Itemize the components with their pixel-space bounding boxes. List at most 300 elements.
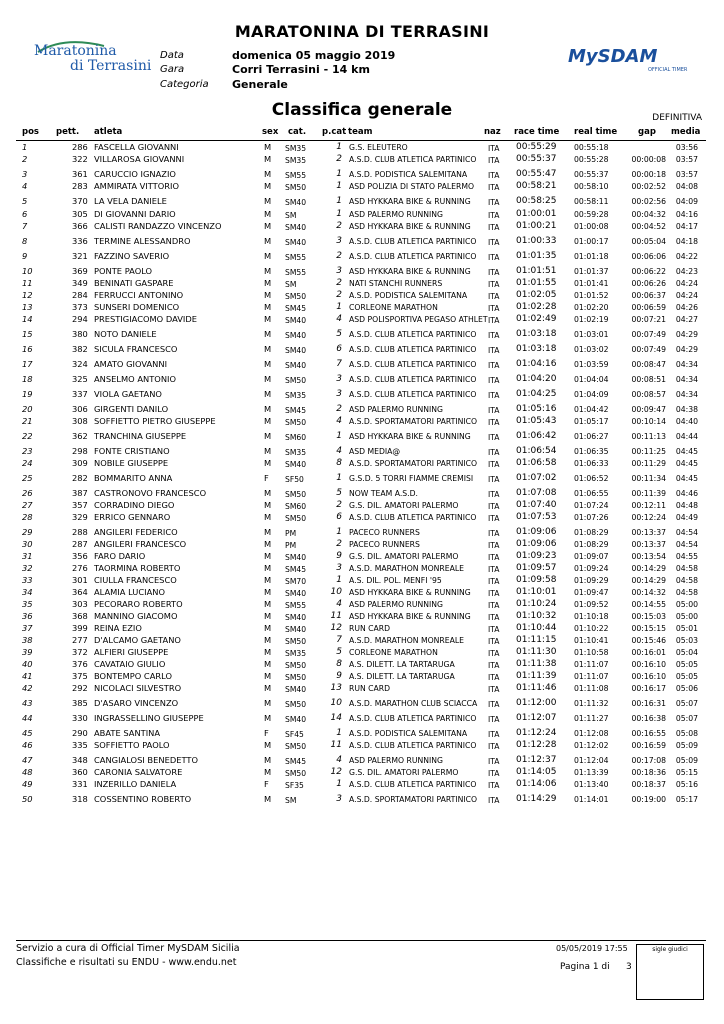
row-category: SM35: [285, 144, 307, 153]
row-category-rank: 5: [336, 647, 342, 657]
row-team: A.S.D. CLUB ATLETICA PARTINICO: [349, 513, 477, 522]
row-gap: 00:11:34: [631, 474, 666, 483]
row-category: SM50: [285, 742, 307, 751]
row-athlete: CORRADINO DIEGO: [94, 500, 175, 510]
row-category: SM40: [285, 361, 307, 370]
row-category-rank: 1: [336, 431, 342, 441]
row-category-rank: 1: [336, 181, 342, 191]
row-sex: M: [264, 404, 272, 414]
row-gap: 00:08:51: [631, 375, 666, 384]
col-team: team: [348, 127, 373, 137]
row-category: SM45: [285, 757, 307, 766]
col-media: media: [671, 127, 701, 137]
row-sex: M: [264, 344, 272, 354]
row-athlete: GIRGENTI DANILO: [94, 404, 169, 414]
row-pace: 04:38: [675, 405, 698, 414]
row-bib: 382: [72, 344, 88, 354]
row-real-time: 01:11:32: [574, 699, 609, 708]
runner-swoosh-icon: [34, 38, 154, 84]
row-real-time: 01:11:08: [574, 684, 609, 693]
row-real-time: 00:58:11: [574, 197, 609, 206]
row-bib: 282: [72, 473, 88, 483]
row-pace: 04:09: [675, 197, 698, 206]
row-real-time: 01:00:17: [574, 237, 609, 246]
row-real-time: 01:11:27: [574, 714, 609, 723]
row-real-time: 01:04:04: [574, 375, 609, 384]
row-category: SM50: [285, 183, 307, 192]
row-race-time: 00:55:47: [516, 169, 557, 179]
row-athlete: PONTE PAOLO: [94, 266, 153, 276]
row-pace: 05:00: [675, 612, 698, 621]
row-race-time: 01:06:42: [516, 431, 557, 441]
row-bib: 349: [72, 278, 88, 288]
row-pos: 6: [22, 209, 28, 219]
row-pos: 34: [22, 587, 33, 597]
row-team: ASD HYKKARA BIKE & RUNNING: [349, 612, 471, 621]
row-category: SM40: [285, 198, 307, 207]
row-race-time: 01:03:18: [516, 329, 557, 339]
row-pace: 04:54: [675, 528, 698, 537]
row-real-time: 01:14:01: [574, 795, 609, 804]
row-team: ASD HYKKARA BIKE & RUNNING: [349, 197, 471, 206]
row-nationality: ITA: [488, 475, 500, 484]
row-team: A.S.D. CLUB ATLETICA PARTINICO: [349, 155, 477, 164]
row-pos: 41: [22, 671, 33, 681]
row-nationality: ITA: [488, 361, 500, 370]
row-sex: M: [264, 209, 272, 219]
row-race-time: 01:02:05: [516, 290, 557, 300]
row-team: RUN CARD: [349, 624, 391, 633]
row-pos: 50: [22, 794, 33, 804]
row-bib: 324: [72, 359, 88, 369]
row-team: NATI STANCHI RUNNERS: [349, 279, 443, 288]
row-category: SM40: [285, 685, 307, 694]
row-gap: 00:11:25: [631, 447, 666, 456]
row-team: A.S.D. CLUB ATLETICA PARTINICO: [349, 714, 477, 723]
row-athlete: SOFFIETTO PIETRO GIUSEPPE: [94, 416, 216, 426]
row-sex: M: [264, 671, 272, 681]
row-category-rank: 1: [336, 575, 342, 585]
row-gap: 00:07:49: [631, 345, 666, 354]
row-team: A.S.D. CLUB ATLETICA PARTINICO: [349, 330, 477, 339]
row-gap: 00:18:36: [631, 768, 666, 777]
row-team: ASD HYKKARA BIKE & RUNNING: [349, 588, 471, 597]
row-sex: M: [264, 181, 272, 191]
row-category-rank: 2: [336, 221, 342, 231]
row-nationality: ITA: [488, 171, 500, 180]
row-pos: 18: [22, 374, 33, 384]
row-category-rank: 1: [336, 169, 342, 179]
row-category: SM40: [285, 238, 307, 247]
row-category-rank: 4: [336, 755, 342, 765]
row-bib: 399: [72, 623, 88, 633]
row-pos: 31: [22, 551, 33, 561]
row-gap: 00:09:47: [631, 405, 666, 414]
row-sex: M: [264, 458, 272, 468]
row-pos: 40: [22, 659, 33, 669]
row-athlete: ERRICO GENNARO: [94, 512, 171, 522]
row-category-rank: 6: [336, 512, 342, 522]
row-bib: 362: [72, 431, 88, 441]
row-category-rank: 12: [330, 767, 342, 777]
col-athlete: atleta: [94, 127, 123, 137]
row-nationality: ITA: [488, 316, 500, 325]
row-athlete: MANNINO GIACOMO: [94, 611, 178, 621]
row-race-time: 01:00:21: [516, 221, 557, 231]
row-athlete: CASTRONOVO FRANCESCO: [94, 488, 207, 498]
row-race-time: 01:11:46: [516, 683, 557, 693]
row-sex: M: [264, 512, 272, 522]
row-race-time: 01:14:06: [516, 779, 557, 789]
row-race-time: 01:09:58: [516, 575, 557, 585]
row-bib: 321: [72, 251, 88, 261]
footer-divider: [16, 940, 706, 941]
row-sex: M: [264, 659, 272, 669]
row-pos: 37: [22, 623, 33, 633]
row-athlete: ABATE SANTINA: [94, 728, 161, 738]
row-real-time: 01:02:20: [574, 303, 609, 312]
row-team: G.S. DIL. AMATORI PALERMO: [349, 501, 459, 510]
row-gap: 00:10:14: [631, 417, 666, 426]
row-sex: M: [264, 563, 272, 573]
row-race-time: 01:09:06: [516, 539, 557, 549]
row-sex: M: [264, 169, 272, 179]
row-real-time: 01:07:24: [574, 501, 609, 510]
row-sex: M: [264, 740, 272, 750]
row-category-rank: 12: [330, 623, 342, 633]
row-category-rank: 4: [336, 314, 342, 324]
row-category-rank: 1: [336, 302, 342, 312]
row-category: SM50: [285, 418, 307, 427]
row-category: SM35: [285, 156, 307, 165]
row-team: PACECO RUNNERS: [349, 540, 420, 549]
row-category: SM50: [285, 637, 307, 646]
row-gap: 00:12:11: [631, 501, 666, 510]
row-pos: 33: [22, 575, 33, 585]
row-team: CORLEONE MARATHON: [349, 648, 438, 657]
row-pace: 05:17: [675, 795, 698, 804]
row-category: SM35: [285, 448, 307, 457]
row-pace: 04:26: [675, 303, 698, 312]
row-athlete: REINA EZIO: [94, 623, 142, 633]
row-bib: 290: [72, 728, 88, 738]
row-sex: F: [264, 728, 269, 738]
row-race-time: 01:06:58: [516, 458, 557, 468]
row-nationality: ITA: [488, 577, 500, 586]
row-category: SM55: [285, 268, 307, 277]
row-nationality: ITA: [488, 673, 500, 682]
row-nationality: ITA: [488, 448, 500, 457]
row-pace: 04:58: [675, 576, 698, 585]
row-nationality: ITA: [488, 292, 500, 301]
row-category-rank: 1: [336, 142, 342, 152]
footer-results-link: Classifiche e risultati su ENDU - www.endu.net: [16, 957, 237, 968]
row-real-time: 01:10:58: [574, 648, 609, 657]
row-pace: 04:34: [675, 360, 698, 369]
row-category: SM35: [285, 391, 307, 400]
row-bib: 284: [72, 290, 88, 300]
row-gap: 00:06:37: [631, 291, 666, 300]
row-real-time: 01:03:01: [574, 330, 609, 339]
meta-label-categoria: Categoria: [160, 79, 209, 90]
row-pace: 04:29: [675, 330, 698, 339]
row-nationality: ITA: [488, 460, 500, 469]
row-real-time: 00:55:28: [574, 155, 609, 164]
row-sex: M: [264, 221, 272, 231]
row-category-rank: 9: [336, 551, 342, 561]
row-athlete: INZERILLO DANIELA: [94, 779, 177, 789]
row-bib: 366: [72, 221, 88, 231]
row-category-rank: 8: [336, 458, 342, 468]
page-total: 3: [626, 962, 632, 972]
row-race-time: 01:04:25: [516, 389, 557, 399]
row-nationality: ITA: [488, 223, 500, 232]
row-category: SM35: [285, 649, 307, 658]
row-category-rank: 14: [330, 713, 342, 723]
row-nationality: ITA: [488, 700, 500, 709]
row-team: A.S. DILETT. LA TARTARUGA: [349, 660, 455, 669]
row-real-time: 01:08:29: [574, 540, 609, 549]
row-category: SM40: [285, 589, 307, 598]
row-race-time: 01:11:15: [516, 635, 557, 645]
row-team: A.S. DILETT. LA TARTARUGA: [349, 672, 455, 681]
row-sex: M: [264, 599, 272, 609]
row-bib: 301: [72, 575, 88, 585]
row-pos: 19: [22, 389, 33, 399]
row-gap: 00:14:29: [631, 564, 666, 573]
row-category-rank: 3: [336, 266, 342, 276]
row-team: NOW TEAM A.S.D.: [349, 489, 418, 498]
row-athlete: TAORMINA ROBERTO: [94, 563, 181, 573]
row-bib: 331: [72, 779, 88, 789]
row-category: PM: [285, 541, 297, 550]
row-category-rank: 1: [336, 527, 342, 537]
row-category: SM55: [285, 171, 307, 180]
row-real-time: 01:06:52: [574, 474, 609, 483]
row-athlete: NOTO DANIELE: [94, 329, 157, 339]
row-real-time: 01:06:55: [574, 489, 609, 498]
row-team: A.S.D. CLUB ATLETICA PARTINICO: [349, 780, 477, 789]
row-team: RUN CARD: [349, 684, 391, 693]
row-gap: 00:15:03: [631, 612, 666, 621]
row-bib: 368: [72, 611, 88, 621]
row-race-time: 01:01:51: [516, 266, 557, 276]
row-pos: 45: [22, 728, 33, 738]
row-nationality: ITA: [488, 514, 500, 523]
row-category: SM40: [285, 613, 307, 622]
row-pace: 04:24: [675, 291, 698, 300]
row-pos: 5: [22, 196, 28, 206]
row-bib: 330: [72, 713, 88, 723]
row-pace: 05:05: [675, 660, 698, 669]
row-gap: 00:04:52: [631, 222, 666, 231]
row-pace: 05:05: [675, 672, 698, 681]
row-nationality: ITA: [488, 391, 500, 400]
row-athlete: CALISTI RANDAZZO VINCENZO: [94, 221, 222, 231]
row-real-time: 01:06:33: [574, 459, 609, 468]
row-nationality: ITA: [488, 613, 500, 622]
row-race-time: 01:03:18: [516, 344, 557, 354]
row-category-rank: 2: [336, 290, 342, 300]
row-sex: M: [264, 647, 272, 657]
section-title: Classifica generale: [271, 100, 453, 120]
row-sex: F: [264, 473, 269, 483]
row-athlete: CANGIALOSI BENEDETTO: [94, 755, 198, 765]
row-pos: 13: [22, 302, 33, 312]
row-pace: 04:08: [675, 182, 698, 191]
row-pos: 7: [22, 221, 28, 231]
row-pace: 04:23: [675, 267, 698, 276]
row-athlete: FERRUCCI ANTONINO: [94, 290, 184, 300]
row-category-rank: 5: [336, 488, 342, 498]
row-pace: 03:57: [675, 170, 698, 179]
row-pos: 3: [22, 169, 28, 179]
row-pace: 04:29: [675, 345, 698, 354]
row-nationality: ITA: [488, 742, 500, 751]
row-gap: 00:16:10: [631, 660, 666, 669]
row-pace: 04:24: [675, 279, 698, 288]
row-bib: 380: [72, 329, 88, 339]
row-real-time: 01:13:39: [574, 768, 609, 777]
row-race-time: 01:04:16: [516, 359, 557, 369]
row-race-time: 01:06:54: [516, 446, 557, 456]
meta-label-data: Data: [160, 50, 184, 61]
row-race-time: 01:07:08: [516, 488, 557, 498]
row-nationality: ITA: [488, 198, 500, 207]
row-team: G.S. DIL. AMATORI PALERMO: [349, 768, 459, 777]
row-real-time: 01:03:02: [574, 345, 609, 354]
row-category-rank: 3: [336, 236, 342, 246]
row-team: A.S.D. CLUB ATLETICA PARTINICO: [349, 360, 477, 369]
row-bib: 348: [72, 755, 88, 765]
row-nationality: ITA: [488, 183, 500, 192]
row-category-rank: 3: [336, 794, 342, 804]
row-bib: 329: [72, 512, 88, 522]
row-pos: 15: [22, 329, 33, 339]
row-sex: M: [264, 389, 272, 399]
row-pace: 04:27: [675, 315, 698, 324]
row-sex: M: [264, 539, 272, 549]
row-pos: 1: [22, 142, 28, 152]
row-real-time: 01:05:17: [574, 417, 609, 426]
row-bib: 385: [72, 698, 88, 708]
row-race-time: 01:07:40: [516, 500, 557, 510]
row-pos: 16: [22, 344, 33, 354]
row-pace: 05:09: [675, 756, 698, 765]
row-bib: 361: [72, 169, 88, 179]
row-team: A.S.D. SPORTAMATORI PARTINICO: [349, 459, 478, 468]
row-gap: 00:17:08: [631, 756, 666, 765]
row-bib: 318: [72, 794, 88, 804]
row-bib: 370: [72, 196, 88, 206]
row-category-rank: 4: [336, 446, 342, 456]
row-category: SM: [285, 280, 297, 289]
row-race-time: 01:05:43: [516, 416, 557, 426]
row-category-rank: 13: [330, 683, 342, 693]
row-real-time: 01:10:41: [574, 636, 609, 645]
col-naz: naz: [484, 127, 501, 137]
row-category: SM45: [285, 406, 307, 415]
row-bib: 294: [72, 314, 88, 324]
row-pace: 04:48: [675, 501, 698, 510]
row-pos: 24: [22, 458, 33, 468]
row-category: SM40: [285, 316, 307, 325]
row-category: SF45: [285, 730, 304, 739]
row-pace: 03:56: [675, 143, 698, 152]
row-pos: 32: [22, 563, 33, 573]
row-bib: 303: [72, 599, 88, 609]
row-race-time: 01:11:39: [516, 671, 557, 681]
row-team: A.S.D. CLUB ATLETICA PARTINICO: [349, 345, 477, 354]
row-race-time: 00:58:21: [516, 181, 557, 191]
row-nationality: ITA: [488, 238, 500, 247]
row-athlete: LA VELA DANIELE: [94, 196, 167, 206]
row-athlete: CARUCCIO IGNAZIO: [94, 169, 176, 179]
row-bib: 364: [72, 587, 88, 597]
row-pace: 03:57: [675, 155, 698, 164]
row-category: SM50: [285, 769, 307, 778]
row-nationality: ITA: [488, 685, 500, 694]
row-real-time: 01:07:26: [574, 513, 609, 522]
meta-value-gara: Corri Terrasini - 14 km: [232, 63, 370, 76]
row-gap: 00:16:55: [631, 729, 666, 738]
col-sex: sex: [262, 127, 279, 137]
row-team: A.S.D. CLUB ATLETICA PARTINICO: [349, 375, 477, 384]
row-real-time: 01:02:19: [574, 315, 609, 324]
row-race-time: 01:01:35: [516, 251, 557, 261]
row-athlete: SOFFIETTO PAOLO: [94, 740, 170, 750]
row-sex: M: [264, 290, 272, 300]
row-category-rank: 2: [336, 404, 342, 414]
col-cat: cat.: [288, 127, 307, 137]
row-athlete: FARO DARIO: [94, 551, 146, 561]
row-pos: 38: [22, 635, 33, 645]
row-category-rank: 10: [330, 698, 342, 708]
row-pos: 35: [22, 599, 33, 609]
row-race-time: 01:10:32: [516, 611, 557, 621]
row-team: A.S.D. SPORTAMATORI PARTINICO: [349, 417, 478, 426]
footer-service: Servizio a cura di Official Timer MySDAM Sicilia: [16, 943, 240, 954]
row-athlete: ALAMIA LUCIANO: [94, 587, 166, 597]
row-nationality: ITA: [488, 268, 500, 277]
row-real-time: 01:10:18: [574, 612, 609, 621]
row-race-time: 01:14:29: [516, 794, 557, 804]
row-bib: 360: [72, 767, 88, 777]
row-pace: 05:00: [675, 600, 698, 609]
row-team: CORLEONE MARATHON: [349, 303, 438, 312]
row-sex: M: [264, 635, 272, 645]
row-team: A.S.D. CLUB ATLETICA PARTINICO: [349, 252, 477, 261]
row-sex: M: [264, 500, 272, 510]
row-bib: 337: [72, 389, 88, 399]
row-gap: 00:14:32: [631, 588, 666, 597]
row-pace: 04:34: [675, 390, 698, 399]
row-pos: 8: [22, 236, 28, 246]
row-real-time: 01:08:29: [574, 528, 609, 537]
row-team: A.S. DIL. POL. MENFI '95: [349, 576, 442, 585]
row-bib: 335: [72, 740, 88, 750]
row-nationality: ITA: [488, 346, 500, 355]
row-category: SM55: [285, 253, 307, 262]
col-pos: pos: [22, 127, 39, 137]
row-sex: M: [264, 302, 272, 312]
row-real-time: 01:12:08: [574, 729, 609, 738]
page-label: Pagina 1 di: [560, 962, 610, 972]
row-gap: 00:16:10: [631, 672, 666, 681]
row-real-time: 01:13:40: [574, 780, 609, 789]
row-bib: 369: [72, 266, 88, 276]
row-real-time: 01:12:04: [574, 756, 609, 765]
